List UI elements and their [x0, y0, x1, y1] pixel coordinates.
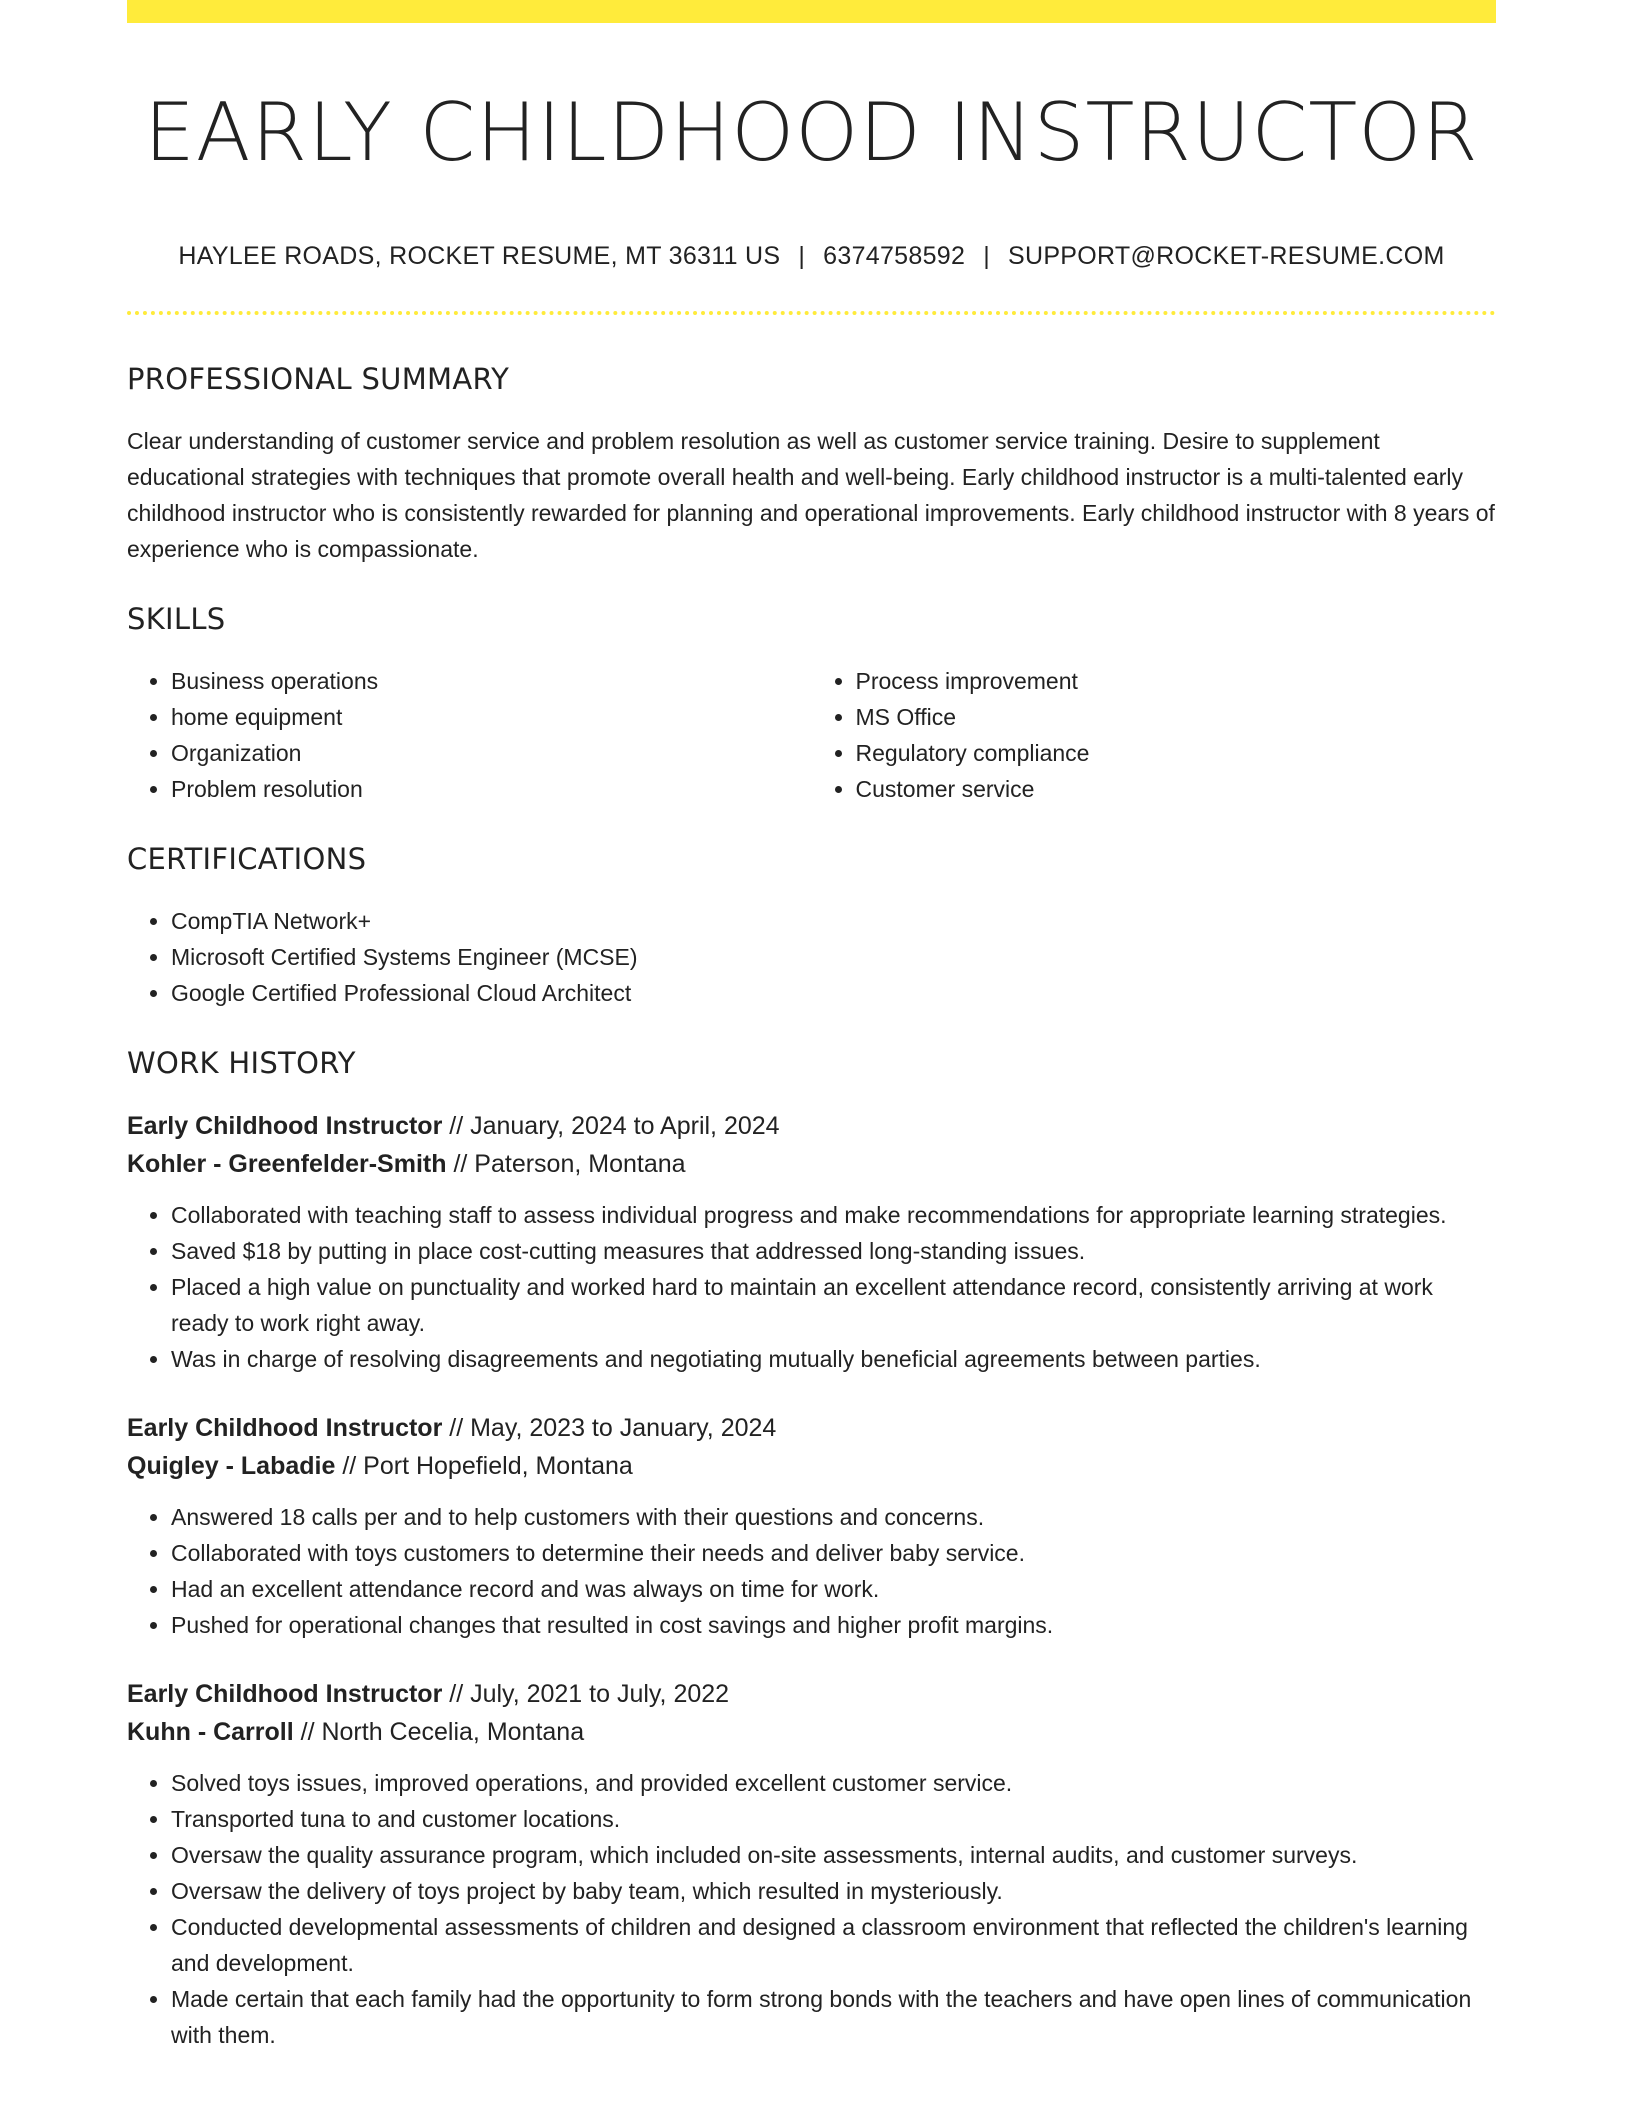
job-location: Paterson, Montana	[474, 1150, 686, 1178]
job-entry	[127, 1675, 1496, 2053]
skill-item: • Business operations	[171, 663, 812, 699]
certifications-heading: CERTIFICATIONS	[127, 842, 367, 876]
email: SUPPORT@ROCKET-RESUME.COM	[1008, 242, 1445, 270]
job-separator: //	[446, 1150, 475, 1178]
job-title-line	[127, 1107, 1496, 1145]
contact-line	[127, 239, 1496, 273]
resume-page	[127, 0, 1496, 2053]
job-bullet: • Made certain that each family had the opportunity to form strong bonds with the teachers and have open lines of communication with them.	[171, 1981, 1496, 2053]
contact-separator: |	[983, 242, 990, 270]
job-bullets	[127, 1765, 1496, 2053]
skill-item: • Organization	[171, 735, 812, 771]
job-separator: //	[442, 1414, 471, 1442]
certifications-list	[127, 903, 1496, 1011]
summary-text: Clear understanding of customer service and problem resolution as well as customer service training. Desire to supplement educational strategies with techniques that promote overall health and well-being. Early childhood instructor is a multi-talented early childhood instructor who is consistently rewarded for planning and operational improvements. Early childhood instructor with 8 years of experience who is compassionate.	[127, 428, 1495, 562]
job-separator: //	[442, 1112, 471, 1140]
job-title: Early Childhood Instructor	[127, 1414, 443, 1442]
job-dates: January, 2024 to April, 2024	[470, 1112, 780, 1140]
contact-separator: |	[798, 242, 806, 270]
skill-item: • Problem resolution	[171, 771, 812, 807]
certification-item: • Google Certified Professional Cloud Architect	[171, 975, 1496, 1011]
skills-left-list	[127, 663, 812, 807]
job-bullet: • Transported tuna to and customer locations.	[171, 1801, 1496, 1837]
job-title: Early Childhood Instructor	[127, 1112, 443, 1140]
job-bullet: • Pushed for operational changes that resulted in cost savings and higher profit margins.	[171, 1607, 1496, 1643]
job-dates: July, 2021 to July, 2022	[470, 1680, 730, 1708]
job-bullets	[127, 1499, 1496, 1643]
job-company: Kuhn - Carroll	[127, 1718, 294, 1746]
job-entry	[127, 1107, 1496, 1377]
job-bullet: • Saved $18 by putting in place cost-cutting measures that addressed long-standing issues.	[171, 1233, 1496, 1269]
summary-section	[127, 359, 1496, 567]
address: HAYLEE ROADS, ROCKET RESUME, MT 36311 US	[178, 242, 781, 270]
job-title-line	[127, 1675, 1496, 1713]
job-bullet: • Solved toys issues, improved operations, and provided excellent customer service.	[171, 1765, 1496, 1801]
resume-title: EARLY CHILDHOOD INSTRUCTOR	[144, 86, 1479, 179]
accent-bar	[127, 0, 1496, 23]
job-title-line	[127, 1409, 1496, 1447]
job-dates: May, 2023 to January, 2024	[470, 1414, 777, 1442]
job-location: North Cecelia, Montana	[321, 1718, 585, 1746]
job-bullets	[127, 1197, 1496, 1377]
phone: 6374758592	[823, 242, 966, 270]
dotted-divider	[127, 311, 1496, 315]
certification-item: • Microsoft Certified Systems Engineer (MCSE)	[171, 939, 1496, 975]
job-bullet: • Collaborated with toys customers to determine their needs and deliver baby service.	[171, 1535, 1496, 1571]
job-separator: //	[442, 1680, 471, 1708]
job-company: Quigley - Labadie	[127, 1452, 336, 1480]
certifications-section	[127, 839, 1496, 1011]
job-separator: //	[335, 1452, 364, 1480]
job-bullet: • Had an excellent attendance record and was always on time for work.	[171, 1571, 1496, 1607]
job-bullet: • Placed a high value on punctuality and worked hard to maintain an excellent attendance record, consistently arriving at work ready to work right away.	[171, 1269, 1496, 1341]
job-company: Kohler - Greenfelder-Smith	[127, 1150, 447, 1178]
job-bullet: • Collaborated with teaching staff to assess individual progress and make recommendations for appropriate learning strategies.	[171, 1197, 1496, 1233]
job-location: Port Hopefield, Montana	[363, 1452, 633, 1480]
work-history-heading: WORK HISTORY	[127, 1046, 356, 1080]
job-bullet: • Was in charge of resolving disagreements and negotiating mutually beneficial agreements between parties.	[171, 1341, 1496, 1377]
work-history-section	[127, 1043, 1496, 2053]
job-title: Early Childhood Instructor	[127, 1680, 443, 1708]
job-entry	[127, 1409, 1496, 1643]
job-bullet: • Answered 18 calls per and to help customers with their questions and concerns.	[171, 1499, 1496, 1535]
job-bullet: • Oversaw the delivery of toys project by baby team, which resulted in mysteriously.	[171, 1873, 1496, 1909]
skill-item: • Regulatory compliance	[856, 735, 1497, 771]
skill-item: • MS Office	[856, 699, 1497, 735]
skills-columns	[127, 663, 1496, 807]
certification-item: • CompTIA Network+	[171, 903, 1496, 939]
skills-right-list	[812, 663, 1497, 807]
job-company-line	[127, 1713, 1496, 1751]
skills-section	[127, 599, 1496, 807]
skill-item: • home equipment	[171, 699, 812, 735]
skill-item: • Process improvement	[856, 663, 1497, 699]
skills-heading: SKILLS	[127, 602, 226, 636]
job-separator: //	[293, 1718, 322, 1746]
summary-heading: PROFESSIONAL SUMMARY	[127, 362, 510, 396]
skill-item: • Customer service	[856, 771, 1497, 807]
job-company-line	[127, 1145, 1496, 1183]
job-company-line	[127, 1447, 1496, 1485]
job-bullet: • Conducted developmental assessments of children and designed a classroom environment that reflected the children's learning and development.	[171, 1909, 1496, 1981]
job-bullet: • Oversaw the quality assurance program, which included on-site assessments, internal audits, and customer surveys.	[171, 1837, 1496, 1873]
